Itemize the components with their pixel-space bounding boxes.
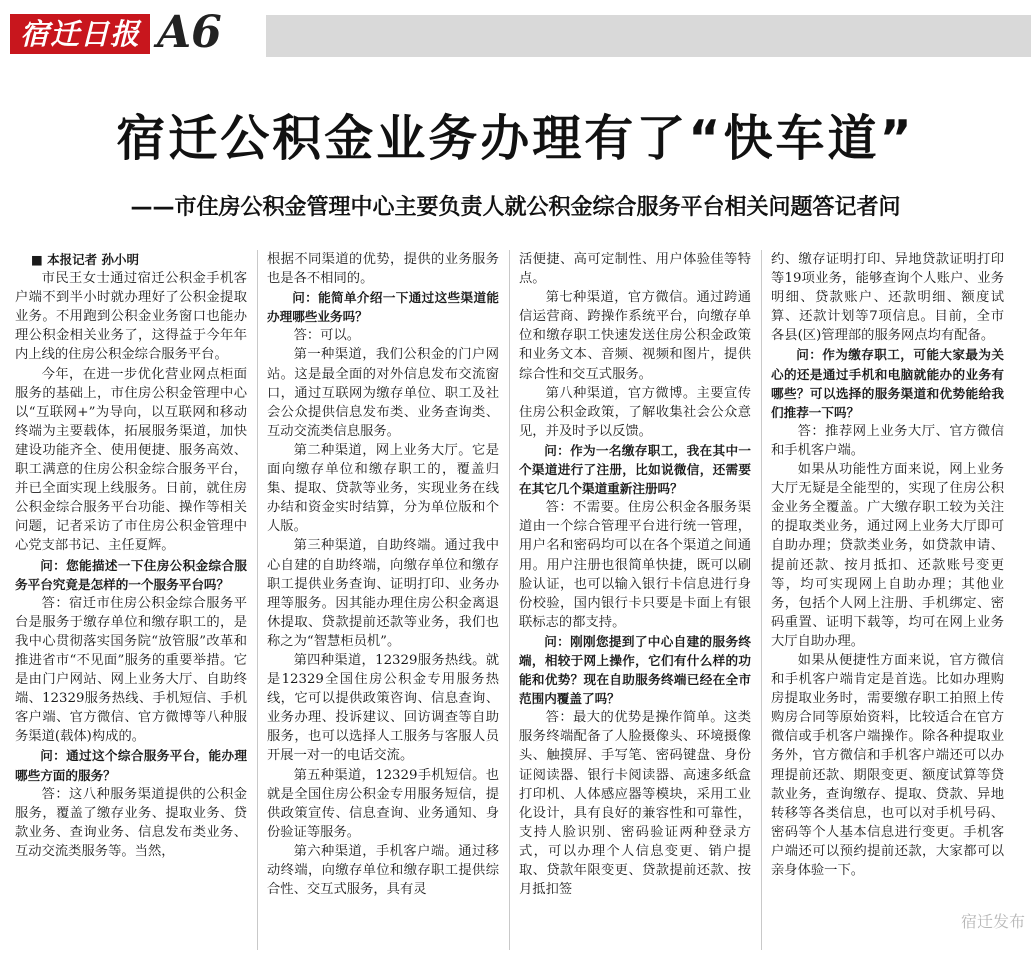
question-paragraph: 问：作为一名缴存职工，我在其中一个渠道进行了注册，比如说微信，还需要在其它几个渠道重新注册吗？ xyxy=(519,442,751,497)
article-column-3 xyxy=(519,250,751,963)
column-divider xyxy=(761,250,762,950)
body-paragraph: 答：不需要。住房公积金各服务渠道由一个综合管理平台进行统一管理，用户名和密码均可以在各个渠道之间通用。用户注册也很简单快捷，既可以刷脸认证，也可以输入银行卡信息进行身份校验，国内银行卡只要是卡面上有银联标志的都支持。 xyxy=(519,500,751,630)
body-paragraph: 答：推荐网上业务大厅、官方微信和手机客户端。 xyxy=(771,423,1004,458)
continued-paragraph: 活便捷、高可定制性、用户体验佳等特点。 xyxy=(519,252,751,287)
wechat-watermark: 宿迁发布 xyxy=(960,912,1025,931)
page-number: A6 xyxy=(157,7,222,58)
article-column-1 xyxy=(15,250,247,963)
continued-paragraph: 根据不同渠道的优势，提供的业务服务也是各不相同的。 xyxy=(267,252,499,287)
article-column-4 xyxy=(771,250,1004,963)
body-paragraph: 今年，在进一步优化营业网点柜面服务的基础上，市住房公积金管理中心以“互联网+”为导向，以互联网和移动终端为主要载体，拓展服务渠道，加快建设功能齐全、使用便捷、服务高效、职工满意的住房公积金综合服务平台，并已全面实现上线服务。日前，就住房公积金综合服务平台功能、操作等相关问题，记者采访了市住房公积金管理中心党支部书记、主任夏辉。 xyxy=(15,366,247,554)
question-paragraph: 问：您能描述一下住房公积金综合服务平台究竟是怎样的一个服务平台吗？ xyxy=(15,557,247,592)
body-paragraph: 答：这八种服务渠道提供的公积金服务，覆盖了缴存业务、提取业务、贷款业务、查询业务、信息发布类业务、互动交流类服务等。当然， xyxy=(15,786,247,859)
headline: 宿迁公积金业务办理有了“快车道” xyxy=(116,110,915,167)
column-divider xyxy=(509,250,510,950)
newspaper-logo: 宿迁日报 xyxy=(10,14,150,54)
body-paragraph: 第六种渠道，手机客户端。通过移动终端，向缴存单位和缴存职工提供综合性、交互式服务，具有灵 xyxy=(267,843,499,898)
subheadline: ——市住房公积金管理中心主要负责人就公积金综合服务平台相关问题答记者问 xyxy=(130,195,901,220)
continued-paragraph: 约、缴存证明打印、异地贷款证明打印等19项业务，能够查询个人账户、业务明细、贷款账户、还款明细、额度试算、还款计划等7项信息。目前，全市各县(区)管理部的服务网点均有配备。 xyxy=(771,252,1004,344)
body-paragraph: 第八种渠道，官方微博。主要宣传住房公积金政策，了解收集社会公众意见，并及时予以反馈。 xyxy=(519,385,751,439)
header-bar xyxy=(266,15,1031,57)
body-paragraph: 答：可以。 xyxy=(293,328,361,344)
question-paragraph: 问：通过这个综合服务平台，能办理哪些方面的服务？ xyxy=(15,748,247,783)
body-paragraph: 第五种渠道，12329手机短信。也就是全国住房公积金专用服务短信，提供政策宣传、信息查询、业务通知、身份验证等服务。 xyxy=(267,767,499,840)
byline: ■ 本报记者 孙小明 xyxy=(31,252,140,267)
masthead xyxy=(0,6,1031,64)
body-paragraph: 市民王女士通过宿迁公积金手机客户端不到半小时就办理好了公积金提取业务。不用跑到公积金业务窗口也能办理公积金相关业务了，这得益于今年年内上线的住房公积金综合服务平台。 xyxy=(15,271,247,363)
body-paragraph: 如果从便捷性方面来说，官方微信和手机客户端肯定是首选。比如办理购房提取业务时，需要缴存职工拍照上传购房合同等原始资料，比较适合在官方微信或手机客户端操作。除各种提取业务外，官方微信和手机客户端还可以办理提前还款、期限变更、额度试算等贷款业务，查询缴存、提取、贷款、异地转移等各类信息，也可以对手机号码、密码等个人基本信息进行变更。手机客户端还可以预约提前还款，大家都可以亲身体验一下。 xyxy=(771,652,1004,878)
body-paragraph: 第二种渠道，网上业务大厅。它是面向缴存单位和缴存职工的，覆盖归集、提取、贷款等业务，实现业务在线办结和资金实时结算，分为单位版和个人版。 xyxy=(267,442,499,535)
column-divider xyxy=(257,250,258,950)
body-paragraph: 第四种渠道，12329服务热线。就是12329全国住房公积金专用服务热线，它可以提供政策咨询、信息查询、业务办理、投诉建议、回访调查等自助服务，也可以选择人工服务与客服人员开展一对一的电话交流。 xyxy=(267,652,499,764)
body-paragraph: 答：宿迁市住房公积金综合服务平台是服务于缴存单位和缴存职工的，是我中心贯彻落实国务院“放管服”改革和推进省市“不见面”服务的重要举措。它是由门户网站、网上业务大厅、自助终端、12329服务热线、手机短信、手机客户端、官方微信、官方微博等八种服务渠道(载体)构成的。 xyxy=(15,595,247,745)
body-paragraph: 第七种渠道，官方微信。通过跨通信运营商、跨操作系统平台，向缴存单位和缴存职工快速发送住房公积金政策和业务文本、音频、视频和图片，提供综合性和交互式服务。 xyxy=(519,290,751,382)
question-paragraph: 问：刚刚您提到了中心自建的服务终端，相较于网上操作，它们有什么样的功能和优势？现在自助服务终端已经在全市范围内覆盖了吗？ xyxy=(519,633,751,707)
article-column-2 xyxy=(267,250,499,963)
body-paragraph: 答：最大的优势是操作简单。这类服务终端配备了人脸摄像头、环境摄像头、触摸屏、手写笔、密码键盘、身份证阅读器、银行卡阅读器、高速多纸盒打印机、人体感应器等模块，采用工业化设计，具有良好的兼容性和可靠性，支持人脸识别、密码验证两种登录方式，可以办理个人信息变更、销户提取、贷款年限变更、贷款提前还款、按月抵扣签 xyxy=(519,710,751,898)
body-paragraph: 如果从功能性方面来说，网上业务大厅无疑是全能型的，实现了住房公积金业务全覆盖。广大缴存职工较为关注的提取类业务，通过网上业务大厅即可自助办理；贷款类业务，如贷款申请、提前还款、按月抵扣、还款账号变更等，均可实现网上自助办理；其他业务，包括个人网上注册、手机绑定、密码重置、证明下载等，均可在网上业务大厅自助办理。 xyxy=(771,462,1004,649)
body-paragraph: 第一种渠道，我们公积金的门户网站。这是最全面的对外信息发布交流窗口，通过互联网为缴存单位、职工及社会公众提供信息发布类、业务查询类、互动交流类信息服务。 xyxy=(267,347,499,439)
body-paragraph: 第三种渠道，自助终端。通过我中心自建的自助终端，向缴存单位和缴存职工提供业务查询、证明打印、业务办理等服务。因其能办理住房公积金离退休提取、贷款提前还款等业务，我们也称之为“智慧柜员机”。 xyxy=(267,538,499,649)
question-paragraph: 问：作为缴存职工，可能大家最为关心的还是通过手机和电脑就能办的业务有哪些？可以选择的服务渠道和优势能给我们推荐一下吗？ xyxy=(771,347,1004,420)
question-paragraph: 问：能简单介绍一下通过这些渠道能办理哪些业务吗？ xyxy=(267,290,499,325)
